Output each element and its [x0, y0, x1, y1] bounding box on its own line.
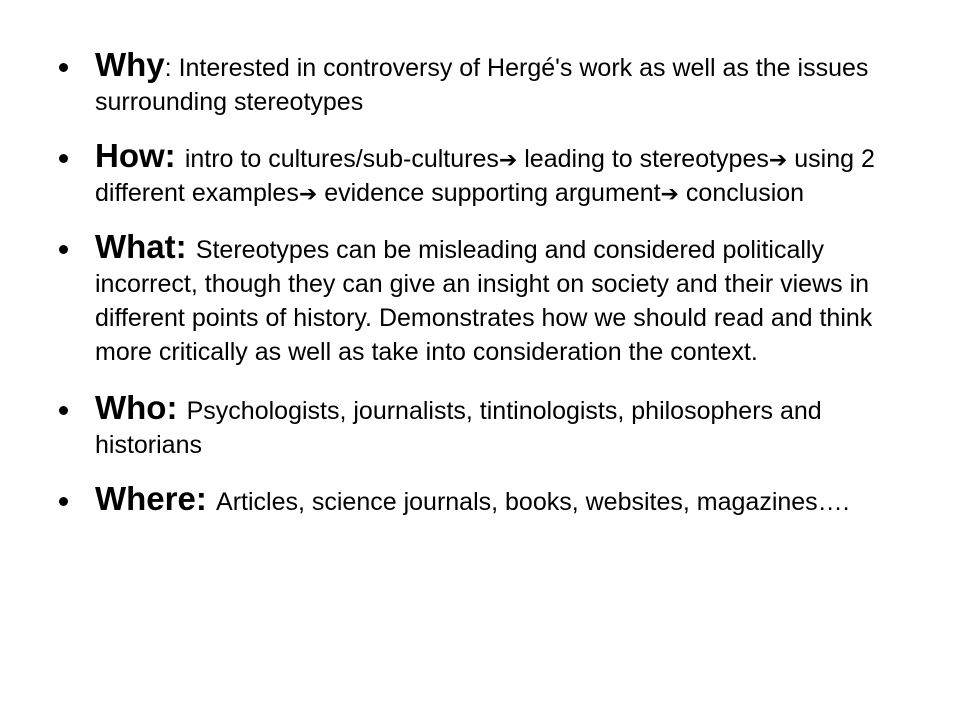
bullet-label-how: How:: [95, 137, 185, 174]
bullet-dot-icon: [59, 63, 68, 72]
right-arrow-icon: ➔: [660, 182, 679, 207]
bullet-label-what: What:: [95, 228, 196, 265]
right-arrow-icon: ➔: [498, 148, 518, 173]
bullet-label-where: Where:: [95, 480, 217, 517]
bullet-text-how-part: leading to stereotypes: [517, 145, 769, 173]
bullet-item-what: [55, 228, 895, 371]
bullet-dot-icon: [59, 154, 68, 163]
bullet-text-how-part: intro to cultures/sub-cultures: [184, 145, 499, 173]
bullet-dot-icon: [59, 497, 68, 506]
bullet-text-what: Stereotypes can be misleading and considered politically incorrect, though they can give an insight on society and their views in different points of history. Demonstrates how we should read and think more critically as well as take into consideration the context.: [95, 236, 873, 366]
bullet-text-why: Interested in controversy of Hergé's work as well as the issues surrounding stereotypes: [95, 54, 869, 116]
bullet-text-how-part: using 2 different examples: [95, 145, 875, 207]
bullet-list: [55, 46, 895, 541]
right-arrow-icon: ➔: [298, 182, 318, 207]
right-arrow-icon: ➔: [768, 148, 788, 173]
bullet-text-who: Psychologists, journalists, tintinologists, philosophers and historians: [95, 397, 822, 459]
bullet-text-where: Articles, science journals, books, websites, magazines….: [216, 488, 850, 516]
bullet-text-how-part: conclusion: [678, 179, 805, 207]
bullet-text-how-part: evidence supporting argument: [317, 179, 661, 207]
bullet-item-how: [55, 137, 895, 212]
bullet-item-who: [55, 389, 895, 464]
bullet-label-why: Why: [95, 46, 165, 83]
bullet-item-where: [55, 480, 895, 521]
bullet-item-why: [55, 46, 895, 121]
bullet-separator: :: [164, 54, 179, 82]
bullet-dot-icon: [59, 245, 68, 254]
bullet-dot-icon: [59, 406, 68, 415]
bullet-label-who: Who:: [95, 389, 187, 426]
